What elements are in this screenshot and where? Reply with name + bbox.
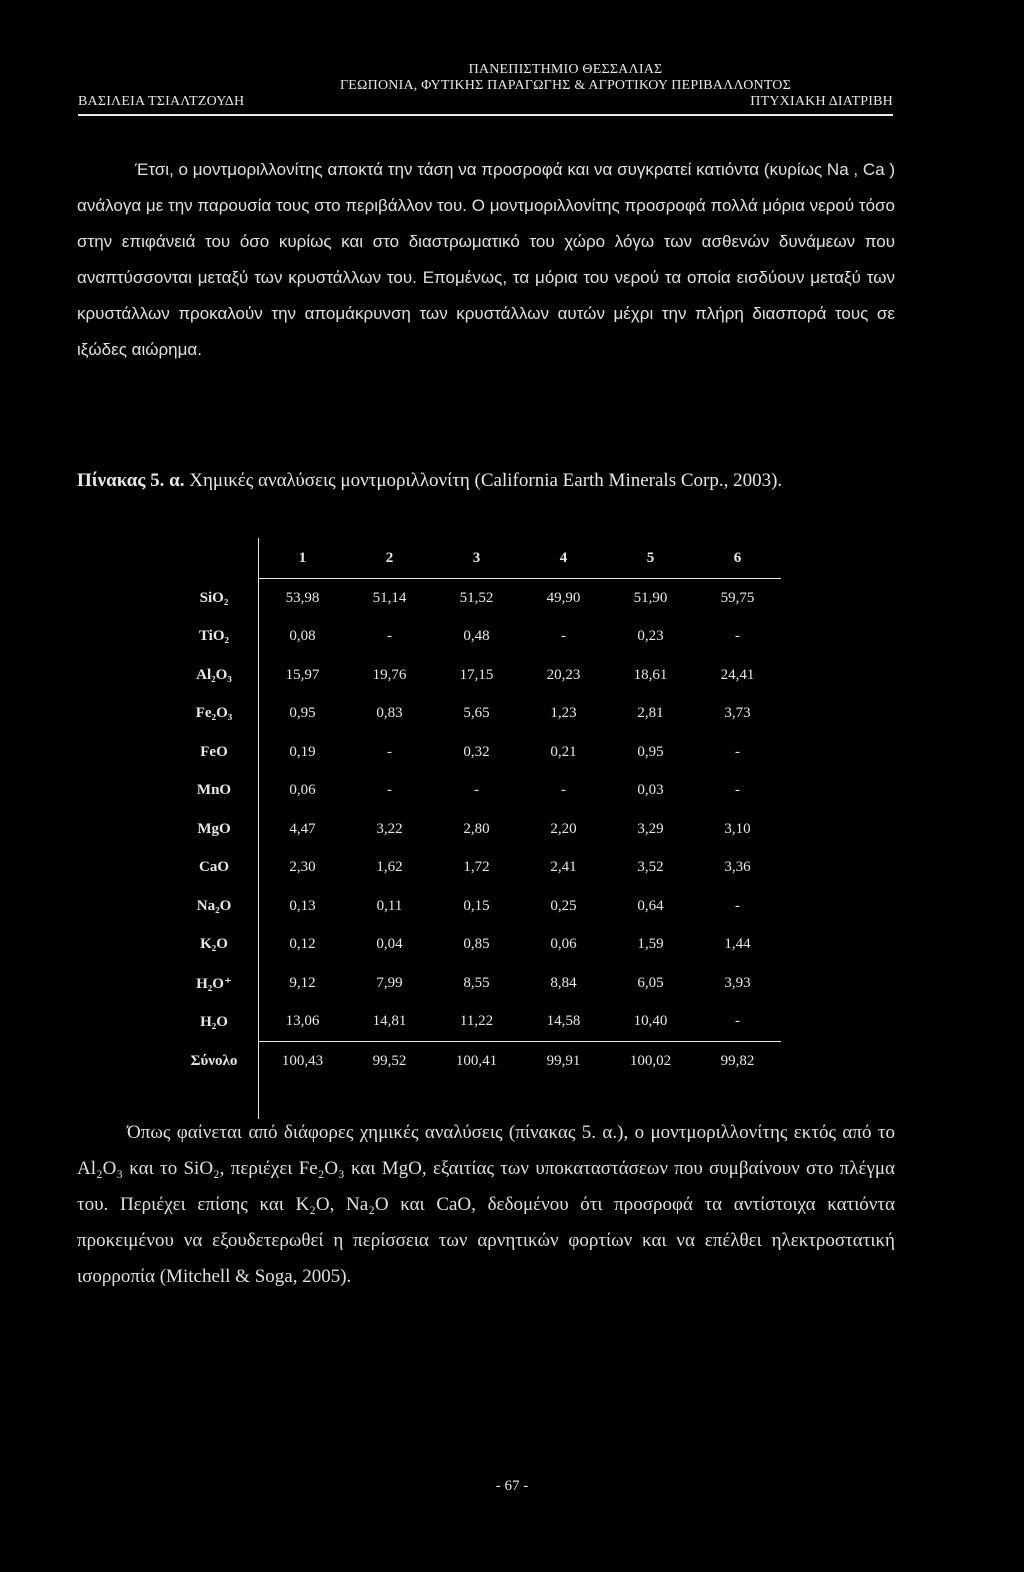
- column-header: 1: [298, 549, 307, 566]
- column-header: 5: [646, 549, 655, 566]
- table-row: [170, 926, 781, 965]
- table-cell: 4,47: [289, 820, 316, 837]
- table-cell: 15,97: [285, 666, 320, 683]
- row-label: CaO: [170, 849, 259, 888]
- table-cell: 0,95: [289, 705, 316, 722]
- table-cell: 0,32: [463, 743, 490, 760]
- table-cell: 0,15: [463, 897, 490, 914]
- row-label: FeO: [170, 733, 259, 772]
- row-label: H₂O: [170, 1003, 259, 1042]
- table-cell: 24,41: [720, 666, 755, 683]
- table-caption-text: Χημικές αναλύσεις μοντμοριλλονίτη (California Earth Minerals Corp., 2003).: [189, 470, 783, 491]
- row-label: SiO₂: [170, 579, 259, 618]
- table-cell: 19,76: [372, 666, 407, 683]
- row-label: Al₂O₃: [170, 656, 259, 695]
- header-rule: [78, 114, 893, 116]
- table-cell: 0,08: [289, 628, 316, 645]
- table-cell: 3,93: [724, 974, 751, 991]
- table-cell: 0,03: [637, 782, 664, 799]
- table-cell: -: [735, 782, 740, 799]
- table-cell: 1,72: [463, 859, 490, 876]
- table-cell: 51,14: [346, 579, 433, 618]
- table-row: [170, 964, 781, 1003]
- table-cell: 2,20: [550, 820, 577, 837]
- table-cell: -: [735, 897, 740, 914]
- table-cell: 0,95: [637, 743, 664, 760]
- table-cell: 59,75: [694, 579, 781, 618]
- table-cell: 3,73: [724, 705, 751, 722]
- table-cell: 51,90: [607, 579, 694, 618]
- header-author: ΒΑΣΙΛΕΙΑ ΤΣΙΑΛΤΖΟΥΔΗ: [78, 94, 245, 109]
- table-row: [170, 618, 781, 657]
- table-cell: -: [387, 782, 392, 799]
- header-university: ΠΑΝΕΠΙΣΤΗΜΙΟ ΘΕΣΣΑΛΙΑΣ: [468, 62, 663, 77]
- table-cell: 53,98: [259, 579, 347, 618]
- table-cell: 0,11: [376, 897, 403, 914]
- table-cell: 18,61: [633, 666, 668, 683]
- table-cell: 0,06: [550, 936, 577, 953]
- table-row: [170, 1003, 781, 1042]
- table-cell: 17,15: [459, 666, 494, 683]
- table-row: [170, 733, 781, 772]
- table-row: [170, 887, 781, 926]
- table-cell: 1,62: [376, 859, 403, 876]
- table-cell: 3,52: [637, 859, 664, 876]
- table-cell: 5,65: [463, 705, 490, 722]
- table-cell: 0,25: [550, 897, 577, 914]
- table-cell: 8,55: [463, 974, 490, 991]
- table-cell: -: [561, 628, 566, 645]
- paragraph-conclusion-text: Όπως φαίνεται από διάφορες χημικές αναλύσεις (πίνακας 5. α.), ο μοντμοριλλονίτης εκτός από το Al₂O₃ και το SiO₂, περιέχει Fe₂O₃ και MgO, εξαιτίας των υποκαταστάσεων που συμβαίνουν στο πλέγμα του. Περιέχει επίσης και K₂O, Na₂O και CaO, δεδομένου ότι προσροφά τα αντίστοιχα κατιόντα προκειμένου να εξουδετερωθεί η περίσσεια των αρνητικών φορτίων και να επέλθει ηλεκτροστατική ισορροπία (Mitchell & Soga, 2005).: [77, 1122, 895, 1287]
- table-cell: 0,48: [463, 628, 490, 645]
- table-cell: 0,64: [637, 897, 664, 914]
- column-header: 4: [559, 549, 568, 566]
- table-spacer-cell: [170, 1081, 259, 1120]
- row-label: MnO: [170, 772, 259, 811]
- table-cell: 1,23: [550, 705, 577, 722]
- page-header: [78, 62, 893, 116]
- table-cell: -: [387, 628, 392, 645]
- header-author-row: [78, 94, 893, 110]
- table-cell: 14,81: [372, 1013, 407, 1030]
- paragraph-intro-text: Έτσι, ο μοντμοριλλονίτης αποκτά την τάση να προσροφά και να συγκρατεί κατιόντα (κυρίως Na , Ca ) ανάλογα με την παρουσία τους στο περιβάλλον του. Ο μοντμοριλλονίτης προσροφά πολλά μόρια νερού τόσο στην επιφάνειά του όσο κυρίως και στο διαστρωματικό του χώρο λόγω των ασθενών δυνάμεων που αναπτύσσονται μεταξύ των κρυστάλλων του. Επομένως, τα μόρια του νερού τα οποία εισδύουν μεταξύ των κρυστάλλων προκαλούν την απομάκρυνση των κρυστάλλων αυτών μέχρι την πλήρη διασπορά τους σε ιξώδες αιώρημα.: [77, 160, 895, 359]
- table-cell: 0,19: [289, 743, 316, 760]
- row-label: H₂O⁺: [170, 964, 259, 1003]
- table-cell: 100,43: [259, 1042, 347, 1081]
- table-cell: 99,52: [346, 1042, 433, 1081]
- table-cell: 99,82: [694, 1042, 781, 1081]
- table-cell: 14,58: [546, 1013, 581, 1030]
- table-cell: 2,41: [550, 859, 577, 876]
- table-cell: 3,29: [637, 820, 664, 837]
- table-row: [170, 849, 781, 888]
- table-cell: -: [735, 1013, 740, 1030]
- row-label: K₂O: [170, 926, 259, 965]
- table-cell: 2,30: [289, 859, 316, 876]
- row-label: TiO₂: [170, 618, 259, 657]
- row-label: Na₂O: [170, 887, 259, 926]
- table-cell: 2,80: [463, 820, 490, 837]
- table-cell: 100,41: [433, 1042, 520, 1081]
- column-header: 6: [733, 549, 742, 566]
- table-row: [170, 810, 781, 849]
- table-spacer-row: [170, 1081, 781, 1120]
- table-cell: 7,99: [376, 974, 403, 991]
- paragraph-conclusion: [77, 1115, 895, 1295]
- table-header-row: [170, 538, 781, 579]
- table-cell: 6,05: [637, 974, 664, 991]
- row-label: Fe₂O₃: [170, 695, 259, 734]
- table-row: [170, 656, 781, 695]
- table-cell: -: [735, 628, 740, 645]
- table-cell: 13,06: [285, 1013, 320, 1030]
- header-doc-type: ΠΤΥΧΙΑΚΗ ΔΙΑΤΡΙΒΗ: [750, 94, 893, 109]
- table-cell: -: [387, 743, 392, 760]
- table-caption-label: Πίνακας 5. α.: [77, 470, 185, 491]
- table-cell: 0,85: [463, 936, 490, 953]
- table-cell: 49,90: [520, 579, 607, 618]
- paragraph-intro: [77, 152, 895, 368]
- column-header: 3: [472, 549, 481, 566]
- header-department: ΓΕΩΠΟΝΙΑ, ΦΥΤΙΚΗΣ ΠΑΡΑΓΩΓΗΣ & ΑΓΡΟΤΙΚΟΥ ΠΕΡΙΒΑΛΛΟΝΤΟΣ: [340, 78, 791, 93]
- table-cell: 0,12: [289, 936, 316, 953]
- table-cell: 3,22: [376, 820, 403, 837]
- table-corner-cell: [170, 538, 259, 579]
- table-cell: 10,40: [633, 1013, 668, 1030]
- table-cell: 1,44: [724, 936, 751, 953]
- table-cell: -: [735, 743, 740, 760]
- table-cell: 2,81: [637, 705, 664, 722]
- table-cell: 11,22: [459, 1013, 494, 1030]
- table-spacer-fill: [259, 1081, 782, 1120]
- table-cell: 1,59: [637, 936, 664, 953]
- page-number: - 67 -: [495, 1478, 529, 1494]
- table-cell: 3,10: [724, 820, 751, 837]
- table-row: [170, 772, 781, 811]
- table-cell: 9,12: [289, 974, 316, 991]
- table-cell: -: [561, 782, 566, 799]
- table-cell: 99,91: [520, 1042, 607, 1081]
- row-label: Σύνολο: [170, 1042, 259, 1081]
- chemical-analysis-table: [170, 538, 781, 1119]
- table-cell: 0,83: [376, 705, 403, 722]
- column-header: 2: [385, 549, 394, 566]
- table-cell: 0,06: [289, 782, 316, 799]
- row-label: MgO: [170, 810, 259, 849]
- table-cell: 8,84: [550, 974, 577, 991]
- table-cell: 0,13: [289, 897, 316, 914]
- table-cell: 100,02: [607, 1042, 694, 1081]
- table-total-row: [170, 1042, 781, 1081]
- table-cell: 3,36: [724, 859, 751, 876]
- table-cell: 51,52: [433, 579, 520, 618]
- table-cell: 20,23: [546, 666, 581, 683]
- table-cell: 0,23: [637, 628, 664, 645]
- table-cell: 0,21: [550, 743, 577, 760]
- table-row: [170, 695, 781, 734]
- table-caption: [77, 464, 895, 498]
- table-row: [170, 579, 781, 618]
- table-cell: -: [474, 782, 479, 799]
- table-cell: 0,04: [376, 936, 403, 953]
